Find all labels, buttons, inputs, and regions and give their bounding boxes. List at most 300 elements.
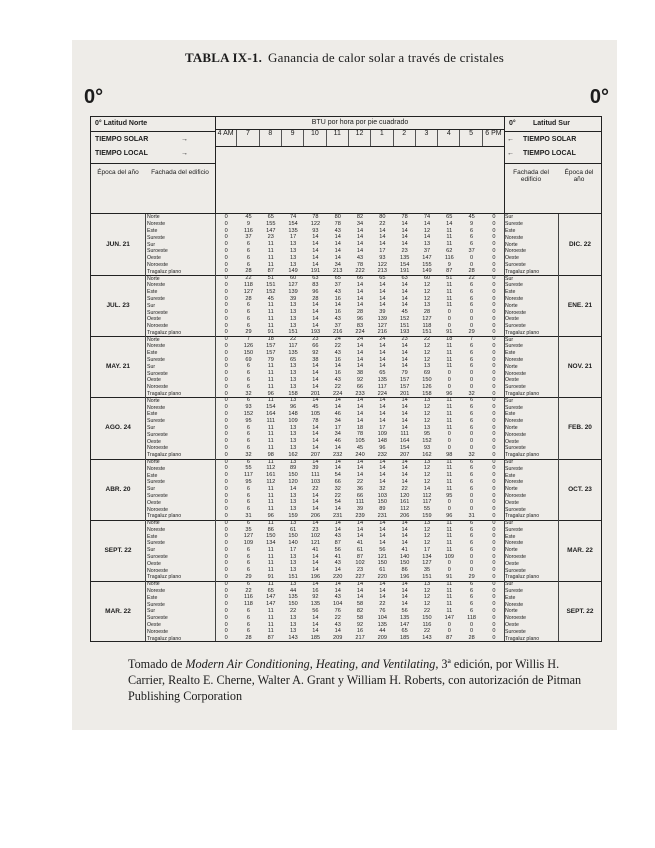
gain-values	[215, 622, 505, 629]
gain-cell: 14	[356, 465, 364, 472]
table-row	[91, 268, 601, 275]
gain-cell: 11	[446, 526, 453, 533]
gain-cell: 0	[492, 438, 496, 445]
gain-cell: 0	[492, 635, 496, 642]
facade-right: Este	[505, 227, 516, 234]
gain-cell: 76	[379, 608, 386, 615]
table-row	[91, 628, 601, 635]
gain-cell: 0	[224, 247, 228, 254]
facade-right: Oeste	[505, 377, 519, 384]
gain-cell: 0	[224, 560, 228, 567]
gain-cell: 104	[333, 601, 343, 608]
gain-cell: 150	[422, 377, 432, 384]
gain-cell: 14	[312, 315, 319, 322]
gain-cell: 0	[224, 241, 228, 248]
facade-right: Sur	[505, 581, 514, 588]
gain-cell: 14	[379, 356, 386, 363]
gain-cell: 126	[422, 383, 432, 390]
gain-cell: 22	[245, 587, 252, 594]
gain-cell: 91	[446, 329, 453, 336]
gain-cell: 135	[377, 621, 388, 628]
gain-cell: 87	[356, 553, 364, 560]
facade-left: Sur	[147, 424, 156, 431]
gain-cell: 80	[334, 214, 341, 220]
gain-cell: 65	[267, 214, 274, 220]
table-row	[91, 221, 601, 228]
gain-cell: 147	[444, 614, 454, 621]
gain-cell: 16	[334, 309, 341, 316]
gain-cell: 95	[423, 431, 431, 438]
facade-left: Sur	[147, 608, 156, 615]
gain-cell: 12	[423, 587, 431, 594]
gain-cell: 12	[423, 472, 431, 479]
facade-right: Suroeste	[505, 445, 526, 452]
gain-cell: 155	[266, 220, 276, 227]
facade-left: Este	[147, 289, 158, 296]
gain-values	[215, 255, 505, 262]
gain-cell: 37	[423, 247, 431, 254]
gain-cell: 11	[446, 458, 453, 465]
table-title	[72, 50, 617, 66]
gain-cell: 11	[446, 363, 453, 370]
gain-cell: 14	[312, 560, 319, 567]
gain-cell: 76	[334, 608, 341, 615]
facade-left: Tragaluz plano	[147, 391, 182, 398]
gain-cell: 0	[492, 465, 496, 472]
facade-left: Noreste	[147, 343, 166, 350]
gain-cell: 143	[288, 635, 298, 642]
facade-left: Oeste	[147, 499, 161, 506]
gain-cell: 6	[470, 363, 474, 370]
gain-cell: 91	[267, 329, 274, 336]
gain-values	[215, 445, 505, 452]
facade-left: Norte	[147, 336, 160, 343]
gain-cell: 37	[334, 322, 341, 329]
gain-cell: 154	[266, 404, 276, 411]
gain-cell: 0	[492, 214, 496, 220]
gain-cell: 159	[422, 512, 432, 519]
gain-cell: 66	[356, 383, 364, 390]
hour-header: 12	[349, 130, 371, 146]
gain-cell: 151	[288, 329, 298, 336]
gain-cell: 78	[334, 220, 341, 227]
facade-left: Este	[147, 472, 158, 479]
gain-cell: 150	[266, 533, 276, 540]
column-rule	[215, 214, 216, 641]
gain-cell: 14	[379, 533, 386, 540]
gain-cell: 6	[470, 302, 474, 309]
gain-cell: 28	[245, 295, 252, 302]
gain-cell: 105	[310, 411, 321, 418]
gain-cell: 0	[492, 349, 496, 356]
gain-values	[215, 411, 505, 418]
table-row	[91, 499, 601, 506]
gain-cell: 54	[334, 499, 341, 506]
gain-cell: 0	[224, 302, 228, 309]
gain-cell: 46	[334, 411, 341, 418]
gain-cell: 150	[422, 614, 432, 621]
gain-cell: 0	[492, 601, 496, 608]
gain-cell: 14	[379, 458, 386, 465]
gain-cell: 164	[399, 438, 410, 445]
gain-cell: 6	[246, 580, 251, 587]
gain-cell: 14	[356, 587, 364, 594]
facade-right: Oeste	[505, 499, 519, 506]
gain-cell: 0	[492, 329, 496, 336]
gain-values	[215, 452, 505, 459]
gain-cell: 0	[224, 356, 228, 363]
gain-cell: 22	[356, 478, 364, 485]
gain-cell: 93	[245, 404, 252, 411]
gain-cell: 65	[446, 214, 453, 220]
gain-cell: 6	[470, 234, 474, 241]
gain-cell: 6	[246, 247, 251, 254]
gain-cell: 11	[267, 458, 274, 465]
gain-cell: 6	[470, 349, 474, 356]
gain-cell: 150	[288, 601, 298, 608]
gain-cell: 0	[492, 404, 496, 411]
gain-cell: 224	[355, 329, 365, 336]
gain-cell: 11	[446, 478, 453, 485]
gain-cell: 13	[289, 431, 297, 438]
gain-cell: 35	[245, 526, 252, 533]
gain-cell: 150	[377, 560, 388, 567]
gain-cell: 0	[224, 417, 228, 424]
facade-left: Noroeste	[147, 323, 169, 330]
gain-cell: 37	[245, 234, 252, 241]
gain-cell: 66	[356, 492, 364, 499]
gain-cell: 65	[379, 370, 386, 377]
gain-cell: 0	[492, 608, 496, 615]
facade-right: Sur	[505, 275, 514, 282]
gain-cell: 0	[224, 234, 228, 241]
gain-cell: 13	[289, 567, 297, 574]
table-row	[91, 289, 601, 296]
gain-values	[215, 499, 505, 506]
gain-cell: 134	[266, 540, 276, 547]
gain-cell: 6	[470, 417, 474, 424]
gain-cell: 14	[401, 478, 408, 485]
gain-cell: 127	[422, 560, 432, 567]
gain-cell: 0	[492, 485, 496, 492]
gain-cell: 11	[446, 608, 453, 615]
gain-cell: 147	[422, 254, 432, 261]
facade-left: Sur	[147, 547, 156, 554]
gain-cell: 231	[377, 512, 388, 519]
gain-cell: 6	[246, 370, 251, 377]
gain-values	[215, 527, 505, 534]
gain-cell: 11	[446, 594, 453, 601]
gain-cell: 22	[423, 608, 431, 615]
gain-cell: 6	[246, 438, 251, 445]
gain-cell: 6	[246, 458, 251, 465]
gain-cell: 0	[447, 499, 451, 506]
gain-cell: 13	[289, 492, 297, 499]
gain-cell: 0	[492, 322, 496, 329]
gain-cell: 14	[356, 397, 364, 404]
gain-cell: 14	[312, 506, 319, 513]
gain-cell: 0	[447, 377, 451, 384]
degree-left: 0°	[84, 86, 104, 108]
gain-cell: 118	[467, 614, 477, 621]
facade-right: Tragaluz plano	[505, 574, 540, 581]
table-row	[91, 363, 601, 370]
gain-cell: 6	[470, 424, 474, 431]
facade-right: Norte	[505, 547, 518, 554]
gain-values	[215, 370, 505, 377]
gain-cell: 0	[492, 363, 496, 370]
gain-cell: 209	[377, 635, 388, 642]
gain-cell: 23	[267, 234, 274, 241]
gain-cell: 109	[288, 417, 298, 424]
gain-cell: 6	[470, 533, 474, 540]
gain-cell: 0	[447, 322, 451, 329]
gain-cell: 14	[379, 594, 386, 601]
gain-cell: 11	[267, 241, 274, 248]
gain-cell: 206	[310, 512, 321, 519]
table-row	[91, 343, 601, 350]
gain-cell: 56	[401, 608, 408, 615]
facade-left: Suroeste	[147, 431, 168, 438]
gain-cell: 0	[492, 234, 496, 241]
gain-cell: 11	[446, 343, 453, 350]
gain-cell: 0	[492, 567, 496, 574]
table-row	[91, 377, 601, 384]
gain-cell: 14	[334, 628, 341, 635]
gain-cell: 112	[266, 478, 276, 485]
gain-cell: 0	[224, 295, 228, 302]
gain-cell: 152	[243, 411, 254, 418]
gain-cell: 6	[470, 587, 474, 594]
facade-right: Suroeste	[505, 506, 526, 513]
gain-cell: 14	[312, 431, 319, 438]
gain-cell: 13	[289, 438, 297, 445]
gain-cell: 13	[289, 254, 297, 261]
gain-cell: 11	[267, 492, 274, 499]
gain-cell: 11	[446, 546, 453, 553]
gain-cell: 28	[468, 635, 475, 642]
gain-cell: 213	[377, 268, 388, 275]
gain-cell: 28	[356, 309, 364, 316]
gain-cell: 227	[355, 574, 365, 581]
gain-cell: 98	[267, 451, 274, 458]
gain-cell: 224	[377, 390, 388, 397]
facade-right: Suroeste	[505, 628, 526, 635]
gain-cell: 14	[312, 580, 319, 587]
gain-cell: 116	[422, 621, 432, 628]
gain-values	[215, 479, 505, 486]
gain-cell: 37	[468, 247, 475, 254]
gain-values	[215, 363, 505, 370]
facade-right: Tragaluz plano	[505, 391, 540, 398]
gain-cell: 43	[334, 377, 341, 384]
gain-cell: 0	[224, 506, 228, 513]
gain-cell: 231	[333, 512, 343, 519]
gain-cell: 14	[401, 424, 408, 431]
gain-cell: 111	[400, 431, 409, 438]
gain-cell: 207	[310, 451, 321, 458]
table-row	[91, 513, 601, 520]
gain-cell: 11	[446, 241, 453, 248]
gain-cell: 0	[224, 288, 228, 295]
gain-values	[215, 601, 505, 608]
gain-cell: 0	[224, 390, 228, 397]
gain-cell: 96	[379, 444, 386, 451]
gain-cell: 11	[446, 485, 453, 492]
gain-cell: 0	[224, 397, 228, 404]
gain-cell: 0	[224, 635, 228, 642]
gain-cell: 0	[470, 370, 474, 377]
gain-cell: 14	[312, 499, 319, 506]
gain-cell: 13	[289, 580, 297, 587]
facade-right: Sureste	[505, 282, 523, 289]
gain-cell: 14	[356, 580, 364, 587]
gain-cell: 74	[423, 214, 431, 220]
facade-right: Noroeste	[505, 615, 527, 622]
gain-cell: 6	[246, 377, 251, 384]
gain-cell: 11	[267, 322, 274, 329]
gain-cell: 139	[288, 288, 298, 295]
gain-cell: 13	[289, 621, 297, 628]
facade-right: Suroeste	[505, 261, 526, 268]
facade-left: Norte	[147, 397, 160, 404]
gain-cell: 13	[289, 519, 297, 526]
gain-cell: 0	[492, 492, 496, 499]
gain-cell: 16	[334, 370, 341, 377]
gain-cell: 0	[492, 628, 496, 635]
facade-right: Noreste	[505, 234, 524, 241]
gain-cell: 233	[355, 390, 365, 397]
gain-cell: 0	[492, 580, 496, 587]
season-left-header: Época del año	[97, 169, 139, 176]
gain-cell: 13	[289, 302, 297, 309]
gain-cell: 12	[423, 356, 431, 363]
gain-cell: 127	[243, 533, 254, 540]
gain-cell: 11	[267, 567, 274, 574]
facade-left: Oeste	[147, 255, 161, 262]
gain-cell: 0	[470, 560, 474, 567]
gain-cell: 29	[468, 574, 475, 581]
season-left: MAY. 21	[106, 363, 130, 371]
gain-cell: 127	[288, 281, 298, 288]
facade-left: Sur	[147, 241, 156, 248]
facade-right: Sur	[505, 336, 514, 343]
gain-cell: 14	[379, 519, 386, 526]
gain-cell: 103	[377, 492, 388, 499]
gain-cell: 0	[492, 506, 496, 513]
gain-cell: 14	[401, 533, 408, 540]
gain-cell: 154	[399, 444, 410, 451]
gain-cell: 11	[446, 540, 453, 547]
facade-left: Suroeste	[147, 248, 168, 255]
gain-cell: 11	[267, 431, 274, 438]
gain-cell: 111	[355, 499, 365, 506]
gain-cell: 217	[355, 635, 365, 642]
gain-cell: 38	[312, 356, 319, 363]
gain-cell: 14	[289, 485, 297, 492]
gain-cell: 16	[312, 587, 319, 594]
gain-cell: 41	[312, 546, 319, 553]
gain-cell: 134	[422, 553, 432, 560]
gain-cell: 14	[401, 227, 408, 234]
gain-cell: 6	[470, 546, 474, 553]
gain-cell: 111	[266, 417, 276, 424]
gain-values	[215, 581, 505, 588]
gain-cell: 11	[446, 519, 453, 526]
gain-values	[215, 214, 505, 221]
gain-values	[215, 275, 505, 282]
facade-right-header: Fachada del edificio	[513, 169, 549, 183]
gain-cell: 14	[334, 587, 341, 594]
gain-cell: 0	[492, 343, 496, 350]
table-row	[91, 574, 601, 581]
gain-cell: 12	[423, 281, 431, 288]
gain-cell: 37	[334, 281, 341, 288]
gain-cell: 0	[492, 411, 496, 418]
facade-left: Este	[147, 594, 158, 601]
facade-right: Tragaluz plano	[505, 513, 540, 520]
table-row	[91, 418, 601, 425]
gain-cell: 122	[377, 261, 388, 268]
gain-cell: 11	[446, 424, 453, 431]
facade-left: Suroeste	[147, 554, 168, 561]
gain-cell: 6	[470, 343, 474, 350]
gain-cell: 152	[399, 315, 410, 322]
gain-cell: 102	[310, 533, 321, 540]
gain-cell: 0	[492, 444, 496, 451]
gain-cell: 0	[447, 315, 451, 322]
gain-cell: 17	[334, 424, 341, 431]
gain-cell: 32	[468, 451, 475, 458]
gain-cell: 13	[423, 580, 431, 587]
gain-cell: 6	[470, 227, 474, 234]
gain-cell: 14	[379, 417, 386, 424]
facade-right: Este	[505, 472, 516, 479]
facade-right: Oeste	[505, 438, 519, 445]
gain-cell: 0	[492, 383, 496, 390]
gain-cell: 46	[334, 438, 341, 445]
gain-cell: 149	[422, 268, 432, 275]
gain-cell: 14	[312, 377, 319, 384]
gain-cell: 14	[356, 417, 364, 424]
gain-cell: 11	[267, 614, 274, 621]
gain-values	[215, 506, 505, 513]
gain-cell: 139	[377, 315, 388, 322]
gain-cell: 0	[224, 601, 228, 608]
facade-left: Oeste	[147, 377, 161, 384]
gain-cell: 14	[312, 553, 319, 560]
gain-cell: 66	[334, 478, 341, 485]
gain-cell: 98	[446, 451, 453, 458]
facade-right: Sur	[505, 520, 514, 527]
gain-cell: 58	[356, 601, 364, 608]
gain-cell: 117	[288, 343, 298, 350]
gain-cell: 0	[492, 275, 496, 282]
gain-cell: 0	[224, 580, 228, 587]
gain-cell: 6	[246, 614, 251, 621]
gain-cell: 6	[470, 594, 474, 601]
gain-cell: 87	[267, 635, 274, 642]
gain-cell: 12	[423, 411, 431, 418]
gain-cell: 135	[310, 601, 321, 608]
gain-cell: 135	[288, 594, 298, 601]
facade-left: Tragaluz plano	[147, 452, 182, 459]
gain-values	[215, 560, 505, 567]
gain-cell: 11	[267, 553, 274, 560]
facade-right: Norte	[505, 424, 518, 431]
gain-cell: 0	[224, 492, 228, 499]
gain-cell: 82	[356, 608, 364, 615]
